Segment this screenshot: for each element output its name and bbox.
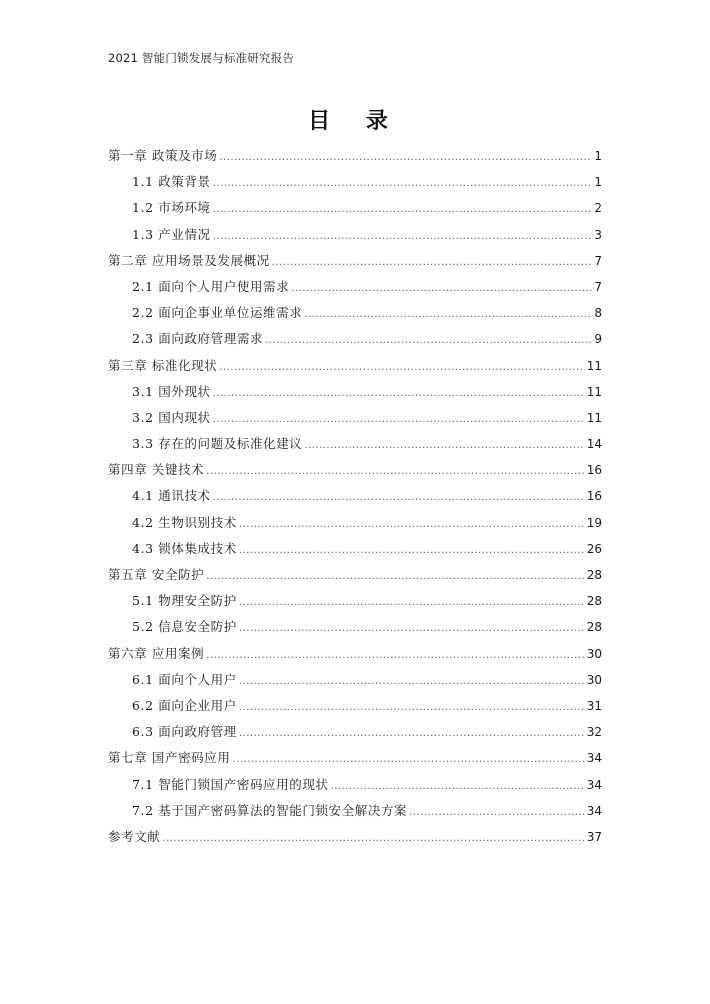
toc-dot-leader [239, 538, 585, 564]
toc-dot-leader [213, 171, 593, 197]
toc-dot-leader [409, 800, 585, 826]
toc-page-number: 34 [586, 803, 602, 818]
toc-page-number: 26 [586, 541, 602, 556]
toc-dot-leader [239, 669, 585, 695]
toc-dot-leader [304, 302, 592, 328]
toc-section-entry[interactable] [108, 772, 602, 798]
toc-chapter-entry[interactable] [108, 745, 602, 771]
toc-entry-label: 4.1 通讯技术 [132, 488, 211, 504]
toc-entry-label: 6.1 面向个人用户 [132, 671, 237, 687]
toc-dot-leader [219, 355, 584, 381]
toc-entry-label: 3.1 国外现状 [132, 383, 211, 399]
toc-section-entry[interactable] [108, 719, 602, 745]
toc-chapter-entry[interactable] [108, 143, 602, 169]
toc-page-number: 34 [586, 751, 602, 766]
toc-page-number: 11 [586, 384, 602, 399]
toc-dot-leader [239, 616, 585, 642]
toc-section-entry[interactable] [108, 798, 602, 824]
table-of-contents [108, 143, 602, 850]
toc-page-number: 14 [586, 437, 602, 452]
toc-entry-label: 第四章 关键技术 [108, 462, 205, 478]
toc-entry-label: 第二章 应用场景及发展概况 [108, 252, 270, 268]
toc-page-number: 30 [586, 646, 602, 661]
toc-page-number: 7 [594, 253, 602, 268]
toc-entry-label: 第七章 国产密码应用 [108, 750, 231, 766]
toc-page-number: 16 [586, 463, 602, 478]
toc-dot-leader [162, 826, 584, 852]
toc-section-entry[interactable] [108, 693, 602, 719]
toc-entry-label: 1.2 市场环境 [132, 200, 211, 216]
toc-page-number: 3 [594, 227, 602, 242]
toc-dot-leader [304, 433, 584, 459]
toc-page-number: 31 [586, 698, 602, 713]
toc-dot-leader [272, 250, 593, 276]
toc-section-entry[interactable] [108, 405, 602, 431]
toc-dot-leader [213, 381, 585, 407]
toc-entry-label: 4.2 生物识别技术 [132, 514, 237, 530]
toc-section-entry[interactable] [108, 169, 602, 195]
toc-page-number: 28 [586, 568, 602, 582]
toc-page-number: 1 [594, 149, 602, 163]
toc-page-number: 1 [594, 175, 602, 190]
toc-page-number: 19 [586, 515, 602, 530]
toc-page-number: 28 [586, 594, 602, 609]
toc-entry-label: 1.3 产业情况 [132, 226, 211, 242]
toc-dot-leader [219, 145, 592, 171]
toc-section-entry[interactable] [108, 379, 602, 405]
toc-page-number: 30 [586, 672, 602, 687]
toc-section-entry[interactable] [108, 614, 602, 640]
toc-page-number: 16 [586, 489, 602, 504]
toc-dot-leader [206, 459, 584, 485]
toc-entry-label: 7.1 智能门锁国产密码应用的现状 [132, 776, 329, 792]
toc-dot-leader [213, 407, 585, 433]
toc-dot-leader [206, 564, 584, 590]
toc-section-entry[interactable] [108, 536, 602, 562]
toc-dot-leader [239, 695, 585, 721]
toc-section-entry[interactable] [108, 326, 602, 352]
toc-dot-leader [239, 590, 585, 616]
toc-entry-label: 2.1 面向个人用户使用需求 [132, 278, 290, 294]
toc-page-number: 11 [586, 358, 602, 373]
toc-page-number: 2 [594, 201, 602, 216]
toc-chapter-entry[interactable] [108, 641, 602, 667]
toc-dot-leader [232, 747, 584, 773]
toc-page-number: 7 [594, 279, 602, 294]
toc-dot-leader [206, 643, 584, 669]
toc-page-number: 9 [594, 332, 602, 347]
toc-chapter-entry[interactable] [108, 353, 602, 379]
toc-entry-label: 7.2 基于国产密码算法的智能门锁安全解决方案 [132, 802, 408, 818]
toc-page-number: 32 [586, 725, 602, 740]
toc-section-entry[interactable] [108, 588, 602, 614]
toc-chapter-entry[interactable] [108, 824, 602, 850]
toc-entry-label: 4.3 锁体集成技术 [132, 540, 237, 556]
toc-dot-leader [331, 774, 585, 800]
toc-page-number: 34 [586, 777, 602, 792]
toc-entry-label: 6.3 面向政府管理 [132, 724, 237, 740]
toc-dot-leader [213, 224, 593, 250]
toc-title: 目 录 [308, 109, 402, 134]
toc-chapter-entry[interactable] [108, 457, 602, 483]
toc-page-number: 8 [594, 306, 602, 321]
toc-section-entry[interactable] [108, 431, 602, 457]
toc-chapter-entry[interactable] [108, 248, 602, 274]
toc-dot-leader [213, 197, 593, 223]
toc-entry-label: 1.1 政策背景 [132, 174, 211, 190]
toc-entry-label: 2.2 面向企事业单位运维需求 [132, 305, 303, 321]
toc-page-number: 28 [586, 620, 602, 635]
toc-entry-label: 第五章 安全防护 [108, 567, 205, 582]
toc-entry-label: 5.2 信息安全防护 [132, 619, 237, 635]
toc-page-number: 11 [586, 410, 602, 425]
toc-entry-label: 参考文献 [108, 828, 161, 844]
toc-chapter-entry[interactable] [108, 562, 602, 588]
toc-dot-leader [239, 721, 585, 747]
toc-dot-leader [291, 276, 592, 302]
toc-entry-label: 第一章 政策及市场 [108, 148, 218, 163]
toc-section-entry[interactable] [108, 274, 602, 300]
running-header: 2021 智能门锁发展与标准研究报告 [108, 51, 295, 65]
toc-section-entry[interactable] [108, 483, 602, 509]
toc-dot-leader [239, 512, 585, 538]
toc-dot-leader [213, 485, 585, 511]
toc-page-number: 37 [586, 829, 602, 844]
toc-dot-leader [265, 328, 592, 354]
toc-entry-label: 6.2 面向企业用户 [132, 697, 237, 713]
toc-entry-label: 2.3 面向政府管理需求 [132, 331, 264, 347]
toc-section-entry[interactable] [108, 300, 602, 326]
toc-entry-label: 3.3 存在的问题及标准化建议 [132, 436, 303, 452]
toc-section-entry[interactable] [108, 195, 602, 221]
toc-entry-label: 第三章 标准化现状 [108, 357, 218, 373]
toc-entry-label: 第六章 应用案例 [108, 645, 205, 661]
toc-section-entry[interactable] [108, 222, 602, 248]
toc-entry-label: 3.2 国内现状 [132, 409, 211, 425]
toc-section-entry[interactable] [108, 510, 602, 536]
toc-entry-label: 5.1 物理安全防护 [132, 593, 237, 609]
toc-section-entry[interactable] [108, 667, 602, 693]
